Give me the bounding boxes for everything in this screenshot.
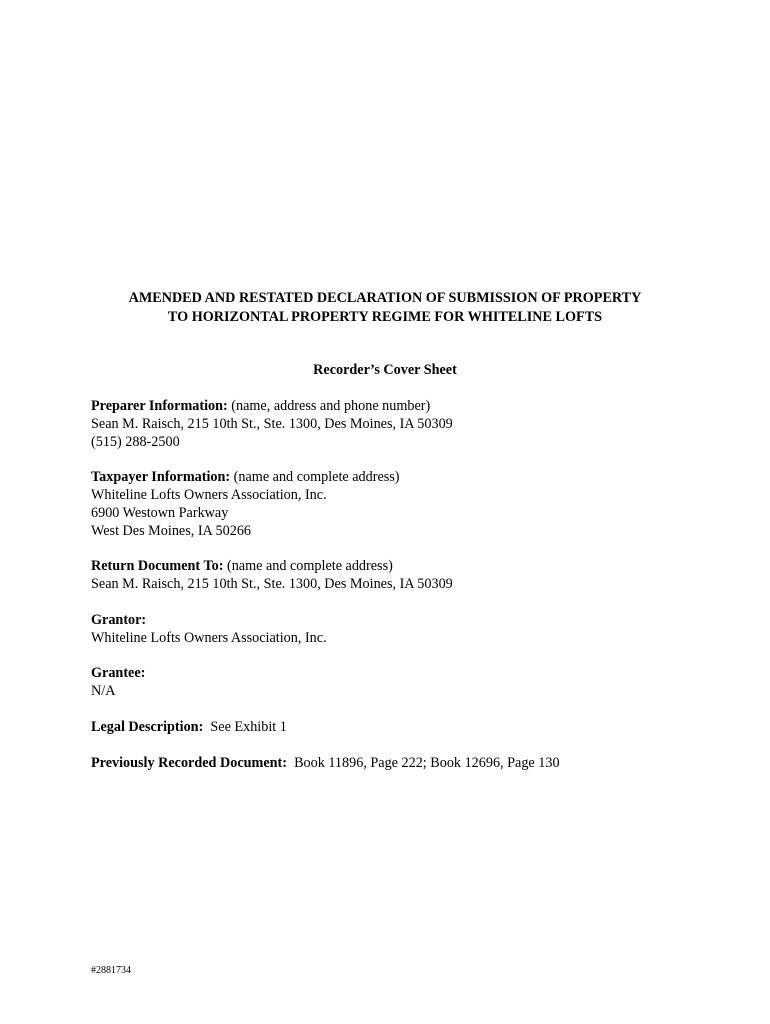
return-to-section [91,557,731,593]
taxpayer-label: Taxpayer Information: [91,469,231,485]
previously-recorded-value: Book 11896, Page 222; Book 12696, Page 130 [286,755,560,771]
document-title [0,289,770,327]
document-id-footer: #2881734 [91,965,131,976]
preparer-section [91,397,731,451]
taxpayer-line-2: 6900 Westown Parkway [91,505,229,521]
preparer-note: (name, address and phone number) [227,398,431,414]
grantor-line-1: Whiteline Lofts Owners Association, Inc. [91,630,327,646]
taxpayer-section [91,468,731,540]
grantor-label: Grantor: [91,612,147,628]
preparer-label: Preparer Information: [91,398,228,414]
title-line-2: TO HORIZONTAL PROPERTY REGIME FOR WHITELINE LOFTS [167,309,603,325]
taxpayer-note: (name and complete address) [230,469,400,485]
legal-description-section [91,718,731,736]
return-to-line-1: Sean M. Raisch, 215 10th St., Ste. 1300, Des Moines, IA 50309 [91,576,453,592]
grantee-section [91,664,731,700]
grantor-section [91,611,731,647]
grantee-line-1: N/A [91,683,116,699]
preparer-line-1: Sean M. Raisch, 215 10th St., Ste. 1300, Des Moines, IA 50309 [91,416,453,432]
return-to-label: Return Document To: [91,558,224,574]
title-line-1: AMENDED AND RESTATED DECLARATION OF SUBMISSION OF PROPERTY [128,290,642,306]
cover-sheet-heading: Recorder’s Cover Sheet [313,362,457,378]
taxpayer-line-1: Whiteline Lofts Owners Association, Inc. [91,487,327,503]
taxpayer-line-3: West Des Moines, IA 50266 [91,523,252,539]
previously-recorded-label: Previously Recorded Document: [91,755,287,771]
legal-description-label: Legal Description: [91,719,204,735]
preparer-line-2: (515) 288-2500 [91,434,180,450]
previously-recorded-section [91,754,731,772]
grantee-label: Grantee: [91,665,146,681]
return-to-note: (name and complete address) [223,558,393,574]
legal-description-value: See Exhibit 1 [203,719,287,735]
